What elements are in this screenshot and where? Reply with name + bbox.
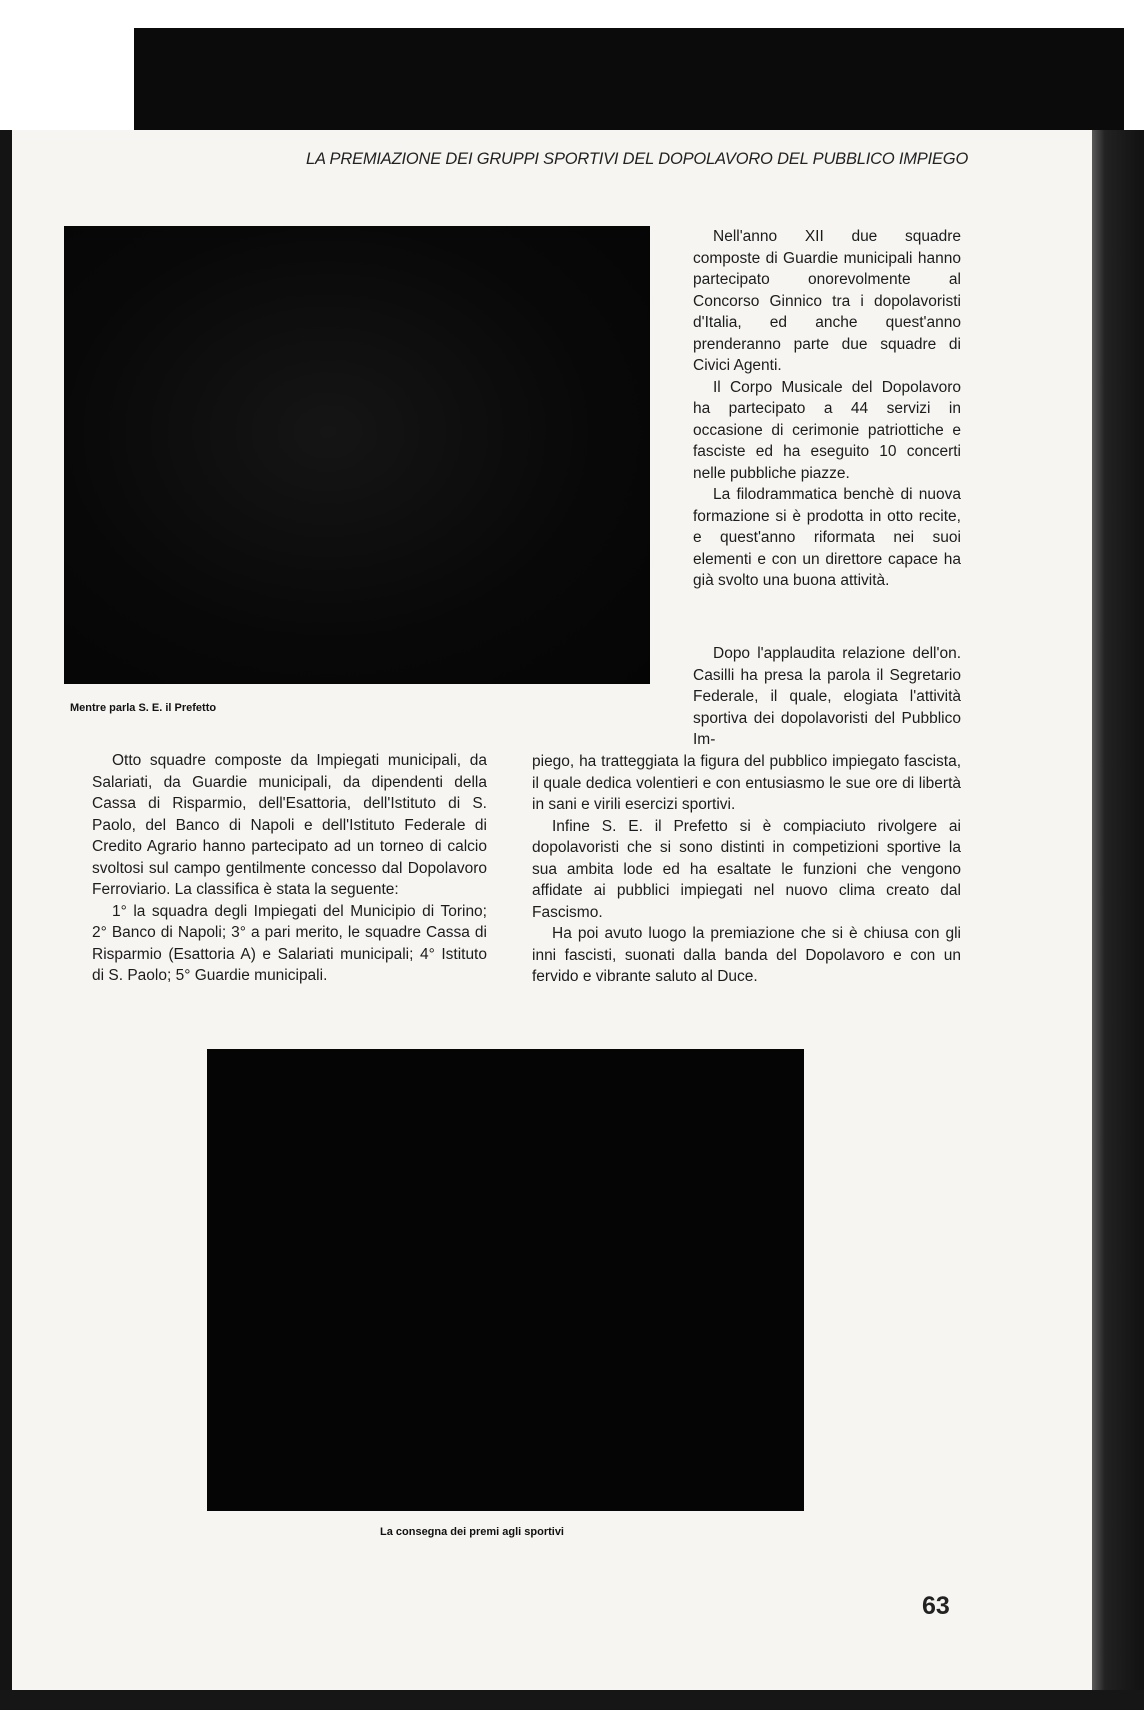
paragraph: piego, ha tratteggiata la figura del pubblico impiegato fascista, il quale dedica volentieri e con entusiasmo le sue ore di libertà in sani e virili esercizi sportivi. [532,753,961,813]
scan-border-right [1092,130,1144,1710]
scan-border-left [0,130,12,1710]
page-number: 63 [922,1592,950,1620]
left-column [92,750,487,987]
paragraph: Ha poi avuto luogo la premiazione che si è chiusa con gli inni fascisti, suonati dalla banda del Dopolavoro e con un fervido e vibrante saluto al Duce. [532,925,961,985]
paragraph: Nell'anno XII due squadre composte di Guardie municipali hanno partecipato onorevolmente al Concorso Ginnico tra i dopolavoristi d'Italia, ed anche quest'anno prenderanno parte due squadre di Civici Agenti. [693,228,961,374]
paragraph: Dopo l'applaudita relazione dell'on. Casilli ha presa la parola il Segretario Federale, il quale, elogiata l'attività sportiva dei dopolavoristi del Pubblico Im- [693,645,961,748]
photo-caption-2: La consegna dei premi agli sportivi [380,1526,564,1538]
right-column-top [693,226,961,592]
scan-border-top [134,28,1124,138]
paragraph: Infine S. E. il Prefetto si è compiaciuto rivolgere ai dopolavoristi che si sono distinti in competizioni sportive la sua ambita lode ed ha esaltate le funzioni che vengono affidate ai pubblici impiegati nel nuovo clima creato dal Fascismo. [532,817,961,921]
photo-prize-ceremony [207,1049,804,1511]
running-head: LA PREMIAZIONE DEI GRUPPI SPORTIVI DEL DOPOLAVORO DEL PUBBLICO IMPIEGO [306,150,969,168]
photo-caption-1: Mentre parla S. E. il Prefetto [70,702,217,714]
paragraph: Il Corpo Musicale del Dopolavoro ha partecipato a 44 servizi in occasione di cerimonie patriottiche e fasciste ed ha eseguito 10 concerti nelle pubbliche piazze. [693,378,961,482]
right-column-middle [693,643,961,751]
photo-prefect-speaking [64,226,650,684]
scan-border-bottom [0,1690,1144,1710]
paragraph: 1° la squadra degli Impiegati del Municipio di Torino; 2° Banco di Napoli; 3° a pari merito, le squadre Cassa di Risparmio (Esattoria A) e Salariati municipali; 4° Istituto di S. Paolo; 5° Guardie municipali. [92,902,487,984]
paragraph: Otto squadre composte da Impiegati municipali, da Salariati, da Guardie municipali, da dipendenti della Cassa di Risparmio, dell'Esattoria, dell'Istituto di S. Paolo, del Banco di Napoli e dell'Istituto Federale di Credito Agrario hanno partecipato ad un torneo di calcio svoltosi sul campo gentilmente concesso dal Dopolavoro Ferroviario. La classifica è stata la seguente: [92,752,487,898]
right-column-wide [532,751,961,988]
paragraph: La filodrammatica benchè di nuova formazione si è prodotta in otto recite, e quest'anno riformata nei suoi elementi e con un direttore capace ha già svolto una buona attività. [693,486,961,589]
